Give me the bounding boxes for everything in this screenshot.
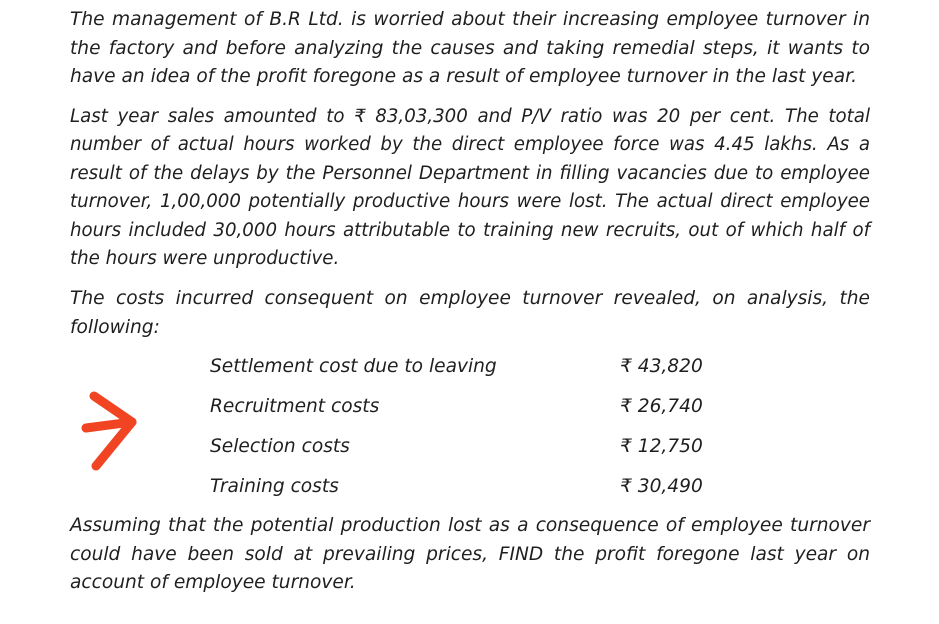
cost-label: Settlement cost due to leaving: [210, 356, 497, 377]
red-arrow-icon: [80, 388, 150, 478]
question-paragraph: Assuming that the potential production lost as a consequence of employee turnover could have been sold at prevailing prices, FIND the profit foregone last year on account of employee turnover.: [70, 515, 870, 593]
sales-details-paragraph: Last year sales amounted to ₹ 83,03,300 and P/V ratio was 20 per cent. The total number of actual hours worked by the direct employee force was 4.45 lakhs. As a result of the delays by the Personnel Department in filling vacancies due to employee turnover, 1,00,000 potentially productive hours were lost. The actual direct employee hours included 30,000 hours attributable to training new recruits, out of which half of the hours were unproductive.: [70, 106, 870, 270]
cost-label: Recruitment costs: [210, 396, 380, 417]
cost-amount: ₹ 30,490: [620, 476, 703, 497]
cost-row-selection: [210, 432, 710, 462]
arrow-shaft: [86, 422, 132, 428]
arrow-head: [94, 396, 132, 466]
cost-amount: ₹ 43,820: [620, 356, 703, 377]
cost-label: Selection costs: [210, 436, 350, 457]
costs-intro-paragraph: The costs incurred consequent on employee turnover revealed, on analysis, the following:: [70, 288, 870, 338]
cost-label: Training costs: [210, 476, 339, 497]
cost-row-settlement: [210, 352, 710, 382]
cost-amount: ₹ 26,740: [620, 396, 703, 417]
cost-row-recruitment: [210, 392, 710, 422]
cost-amount: ₹ 12,750: [620, 436, 703, 457]
cost-row-training: [210, 472, 710, 502]
intro-paragraph: The management of B.R Ltd. is worried about their increasing employee turnover in the factory and before analyzing the causes and taking remedial steps, it wants to have an idea of the profit foregone as a result of employee turnover in the last year.: [70, 9, 870, 87]
